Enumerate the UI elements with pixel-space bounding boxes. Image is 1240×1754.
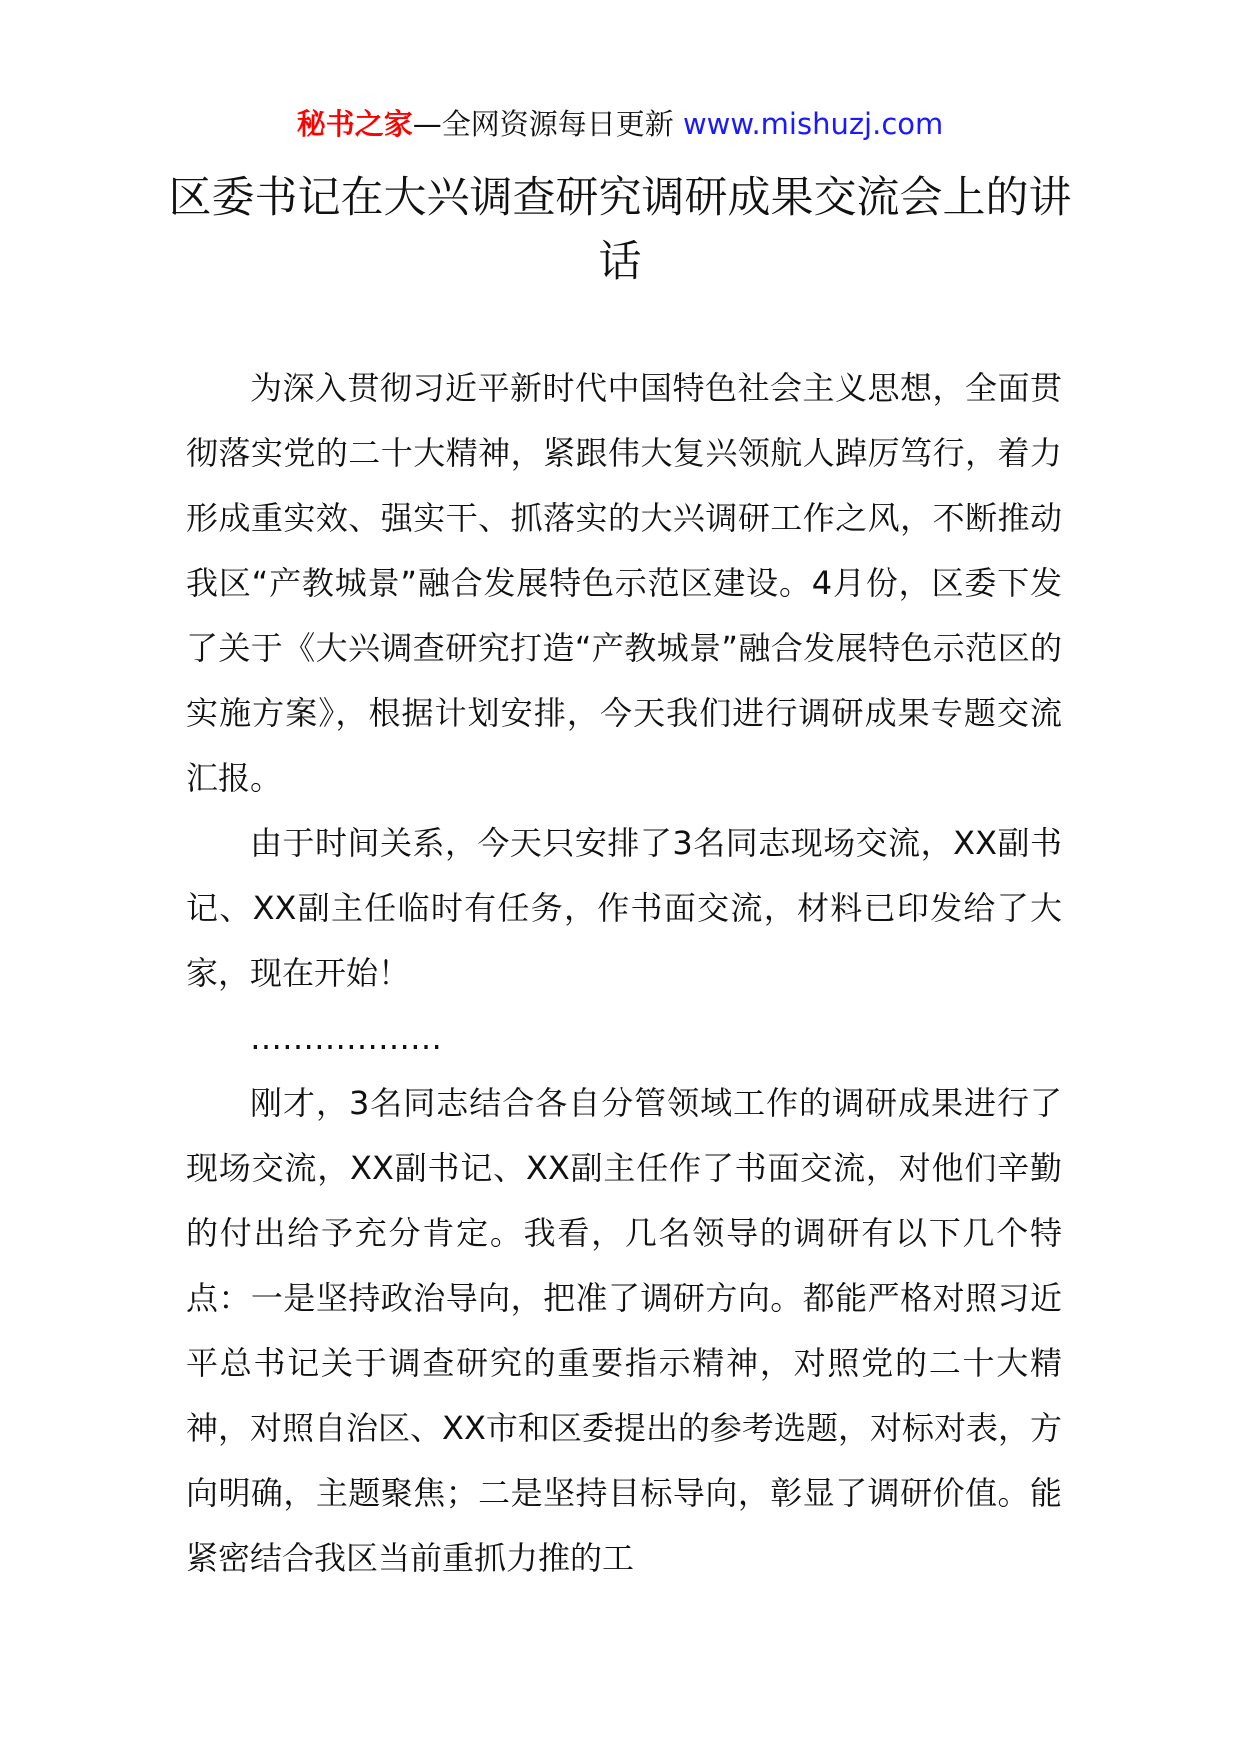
paragraph-2: 由于时间关系，今天只安排了3名同志现场交流，XX副书记、XX副主任临时有任务，作书面交流，材料已印发给了大家，现在开始！ (186, 824, 1062, 992)
ellipsis-separator: ……………… (250, 1019, 442, 1057)
site-url-link[interactable]: www.mishuzj.com (682, 107, 944, 141)
paragraph-3: 刚才，3名同志结合各自分管领域工作的调研成果进行了现场交流，XX副书记、XX副主任作了书面交流，对他们辛勤的付出给予充分肯定。我看，几名领导的调研有以下几个特点：一是坚持政治导向，把准了调研方向。都能严格对照习近平总书记关于调查研究的重要指示精神，对照党的二十大精神，对照自治区、XX市和区委提出的参考选题，对标对表，方向明确，主题聚焦；二是坚持目标导向，彰显了调研价值。能紧密结合我区当前重抓力推的工 (186, 1084, 1062, 1577)
site-header (0, 104, 1240, 144)
brand-name: 秘书之家 (296, 107, 413, 141)
document-body (186, 356, 1062, 1591)
header-tagline: —全网资源每日更新 (412, 107, 674, 141)
document-title: 区委书记在大兴调查研究调研成果交流会上的讲话 (168, 173, 1072, 287)
paragraph-1: 为深入贯彻习近平新时代中国特色社会主义思想，全面贯彻落实党的二十大精神，紧跟伟大复兴领航人踔厉笃行，着力形成重实效、强实干、抓落实的大兴调研工作之风，不断推动我区“产教城景”融合发展特色示范区建设。4月份，区委下发了关于《大兴调查研究打造“产教城景”融合发展特色示范区的实施方案》，根据计划安排，今天我们进行调研成果专题交流汇报。 (186, 369, 1062, 797)
